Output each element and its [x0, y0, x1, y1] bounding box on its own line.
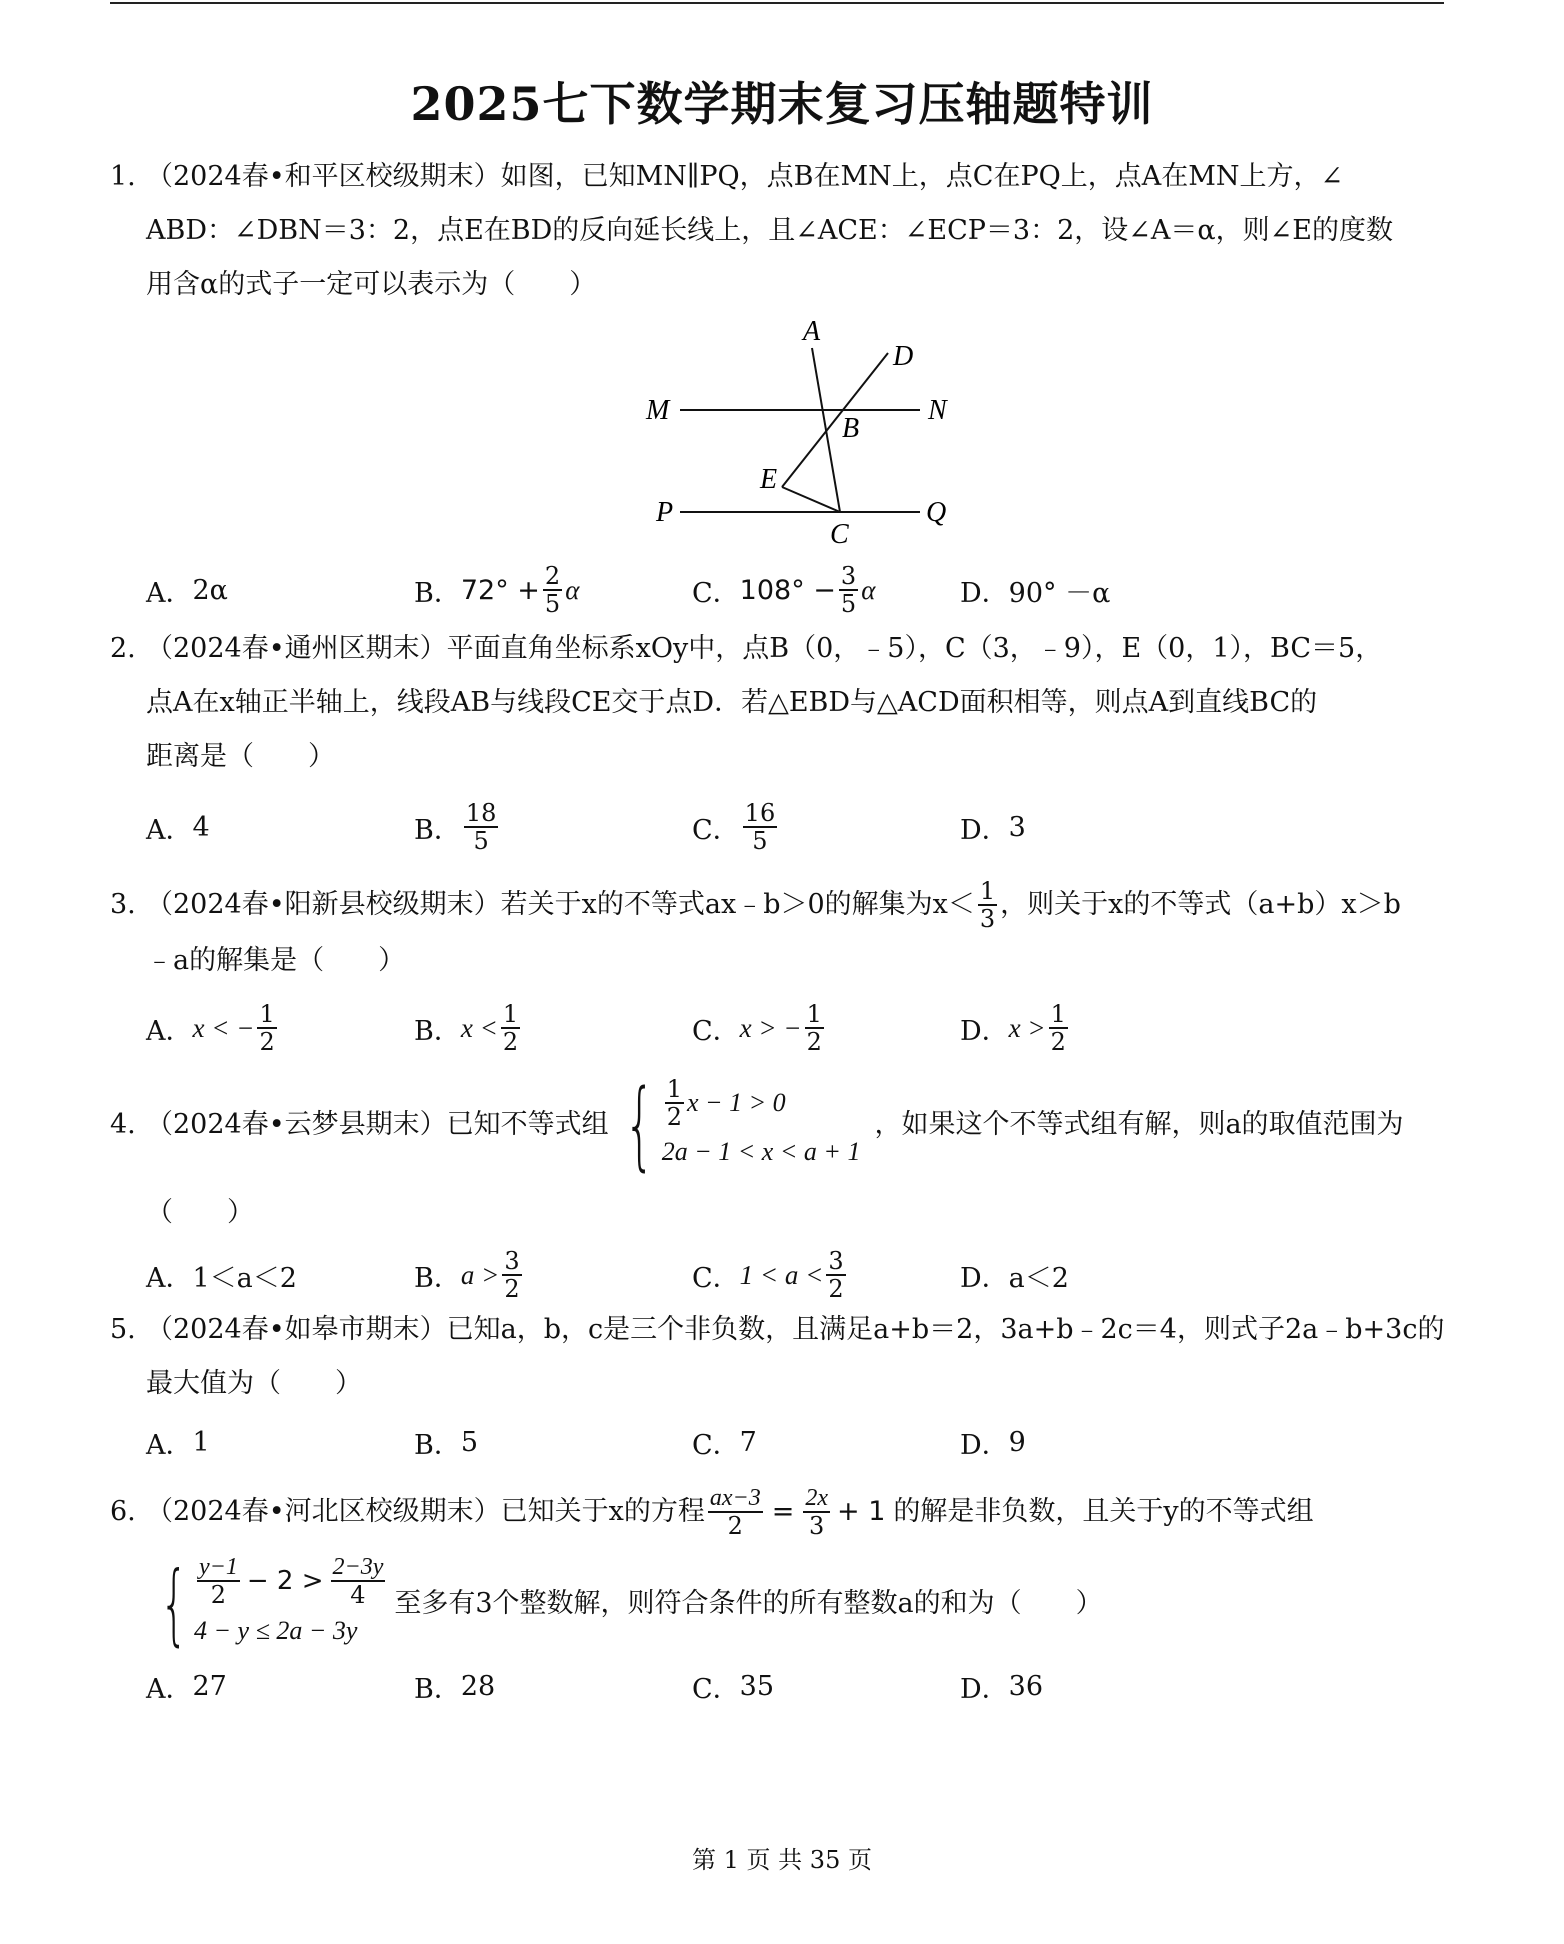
- left-brace: {: [623, 1069, 655, 1181]
- question-number: 1.: [110, 161, 136, 192]
- option-b: B． $\frac{18}{5}$: [414, 799, 497, 855]
- label-e: E: [760, 464, 778, 495]
- fraction: $\frac{1}{3}$: [979, 877, 996, 933]
- option-b: B． x < $\frac{1}{2}$: [414, 1000, 519, 1056]
- question-text-line: 距离是（ ）: [146, 741, 335, 772]
- question-text-line: 点A在x轴正半轴上，线段AB与线段CE交于点D．若△EBD与△ACD面积相等，则点A到直线BC的: [146, 687, 1318, 718]
- question-number: 6.: [110, 1496, 136, 1527]
- question-text-line: （2024春•通州区期末）平面直角坐标系xOy中，点B（0，﹣5），C（3，﹣9），E（0，1），BC＝5，: [146, 633, 1383, 664]
- label-a: A: [803, 316, 821, 347]
- option-a: A． 2α: [146, 574, 228, 609]
- fraction: $\frac{16}{5}$: [744, 799, 776, 855]
- options-q3: [146, 998, 1436, 1058]
- option-d: D． 9: [960, 1426, 1026, 1461]
- question-text-line: （ ）: [146, 1197, 254, 1228]
- question-number: 2.: [110, 633, 136, 664]
- fraction: $\frac{3}{5}$: [840, 562, 857, 618]
- segment-ec: [782, 487, 840, 512]
- question-number: 3.: [110, 889, 136, 920]
- label-q: Q: [926, 497, 947, 528]
- option-d: D． 36: [960, 1670, 1044, 1705]
- label-n: N: [928, 395, 947, 426]
- left-brace: {: [160, 1552, 188, 1655]
- label-c: C: [830, 519, 849, 550]
- option-d: D． 90° －α: [960, 577, 1111, 609]
- options-q5: [146, 1412, 1436, 1472]
- geometry-figure: [640, 315, 960, 555]
- inequality-system: { $\frac{1}{2}$ x − 1 > 0 2a − 1 < x < a + 1: [623, 1069, 861, 1181]
- question-text-line: ABD：∠DBN＝3：2，点E在BD的反向延长线上，且∠ACE：∠ECP＝3：2，设∠A＝α，则∠E的度数: [146, 215, 1393, 246]
- option-d: D． x > $\frac{1}{2}$: [960, 1000, 1066, 1056]
- option-a: A． 1: [146, 1426, 210, 1461]
- question-text-line: （2024春•和平区校级期末）如图，已知MN∥PQ，点B在MN上，点C在PQ上，点A在MN上方，∠: [146, 161, 1344, 192]
- question-text-line: 用含α的式子一定可以表示为（ ）: [146, 269, 597, 300]
- option-c: C． $\frac{16}{5}$: [692, 799, 776, 855]
- label-d: D: [893, 341, 914, 372]
- top-rule: [110, 2, 1444, 4]
- label-p: P: [656, 497, 674, 528]
- option-c: C． 108° − $\frac{3}{5}$ α: [692, 562, 876, 618]
- question-6: 6. （2024春•河北区校级期末）已知关于x的方程 $\frac{ax-3}{2}$ = $\frac{2x}{3}$ + 1 的解是非负数，且关于y的不等式组 { $\frac{y-1}{2}$ − 2 > $\frac{2-3y}{4}$ 4 − y ≤ 2a − 3y 至多有3个整数解，则符合条件的所有整数a的和为（ ）: [110, 1485, 1314, 1655]
- option-d: D． 3: [960, 811, 1026, 846]
- option-a: A． 4: [146, 811, 210, 846]
- fraction: $\frac{3}{2}$: [504, 1247, 520, 1303]
- fraction: $\frac{18}{5}$: [465, 799, 497, 855]
- question-number: 4.: [110, 1109, 136, 1140]
- page-footer: 第 1 页 共 35 页: [692, 1846, 872, 1874]
- option-a: A． 1＜a＜2: [146, 1262, 297, 1294]
- question-5: [110, 1303, 1445, 1411]
- fraction: $\frac{1}{2}$: [1050, 1000, 1066, 1056]
- fraction: $\frac{1}{2}$: [666, 1075, 682, 1131]
- label-m: M: [646, 395, 670, 426]
- question-number: 5.: [110, 1314, 136, 1345]
- fraction: $\frac{1}{2}$: [259, 1000, 275, 1056]
- fraction: $\frac{1}{2}$: [806, 1000, 822, 1056]
- option-c: C． 35: [692, 1670, 775, 1705]
- option-b: B． 5: [414, 1426, 479, 1461]
- fraction: $\frac{2}{5}$: [544, 562, 561, 618]
- options-q2: [146, 797, 1436, 857]
- options-q1: [146, 560, 1436, 620]
- option-b: B． 28: [414, 1670, 496, 1705]
- options-q6: [146, 1656, 1436, 1716]
- fraction: $\frac{y-1}{2}$: [199, 1554, 238, 1609]
- question-3: 3. （2024春•阳新县校级期末）若关于x的不等式ax﹣b＞0的解集为x＜ $\frac{1}{3}$ ，则关于x的不等式（a+b）x＞b ﹣a的解集是（ ）: [110, 876, 1440, 988]
- option-d: D． a＜2: [960, 1262, 1069, 1294]
- options-q4: [146, 1245, 1436, 1305]
- question-1: [110, 150, 1440, 312]
- option-b: B． 72° + $\frac{2}{5}$ α: [414, 562, 580, 618]
- question-text-line: （2024春•如皋市期末）已知a，b，c是三个非负数，且满足a+b＝2，3a+b﹣2c＝4，则式子2a﹣b+3c的: [146, 1314, 1445, 1345]
- ray-ed: [782, 353, 888, 487]
- fraction: $\frac{1}{2}$: [502, 1000, 519, 1056]
- option-a: A． x < − $\frac{1}{2}$: [146, 1000, 275, 1056]
- page-title: 2025七下数学期末复习压轴题特训: [410, 77, 1154, 131]
- label-b: B: [842, 413, 860, 444]
- question-2: [110, 622, 1440, 784]
- question-text-line: 最大值为（ ）: [146, 1368, 362, 1399]
- option-b: B． a > $\frac{3}{2}$: [414, 1247, 520, 1303]
- option-c: C． 1 < a < $\frac{3}{2}$: [692, 1247, 844, 1303]
- option-c: C． 7: [692, 1426, 757, 1461]
- question-4: 4. （2024春•云梦县期末）已知不等式组 { $\frac{1}{2}$ x − 1 > 0 2a − 1 < x < a + 1 ，如果这个不等式组有解，则a的取值范围为 （ ）: [110, 1070, 1440, 1240]
- question-text-line: ﹣a的解集是（ ）: [146, 945, 406, 976]
- option-a: A． 27: [146, 1670, 227, 1705]
- fraction: $\frac{ax-3}{2}$: [709, 1485, 761, 1540]
- fraction: $\frac{2x}{3}$: [805, 1485, 829, 1540]
- fraction: $\frac{2-3y}{4}$: [332, 1554, 384, 1609]
- fraction: $\frac{3}{2}$: [828, 1247, 844, 1303]
- option-c: C． x > − $\frac{1}{2}$: [692, 1000, 822, 1056]
- inequality-system: { $\frac{y-1}{2}$ − 2 > $\frac{2-3y}{4}$ 4 − y ≤ 2a − 3y: [160, 1552, 384, 1655]
